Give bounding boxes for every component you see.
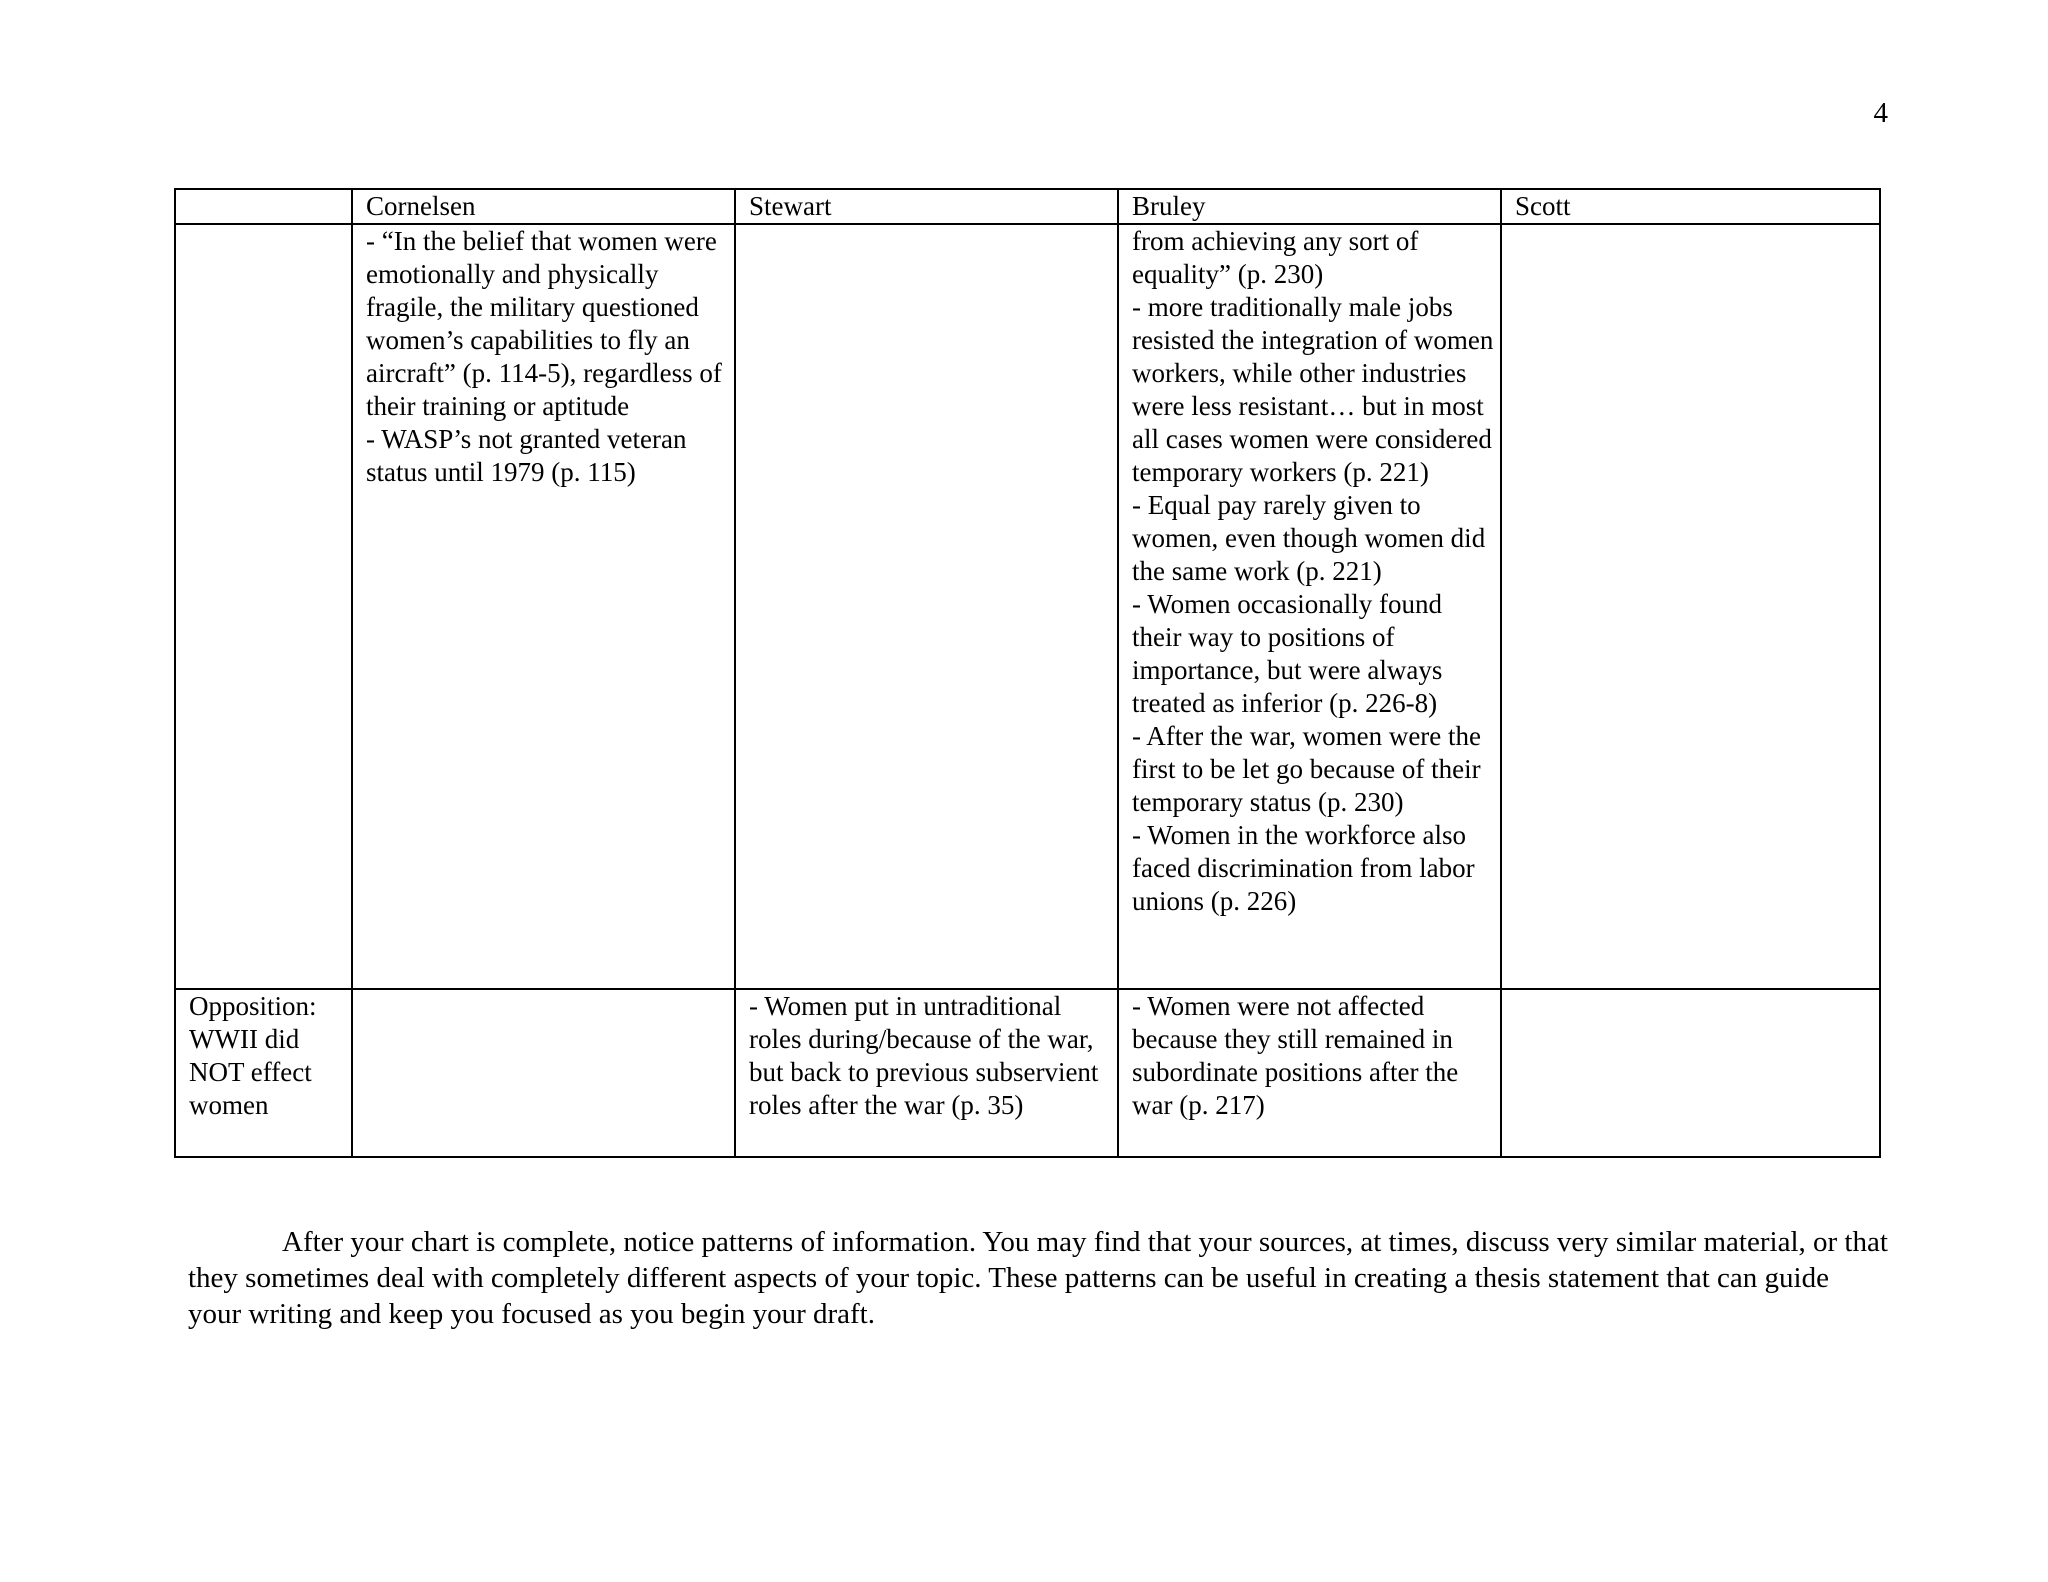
page-number: 4 <box>1873 97 1888 129</box>
header-stewart: Stewart <box>735 189 1118 224</box>
row-label-cell: Opposition: WWII did NOT effect women <box>175 989 352 1157</box>
cell-line: - more traditionally male jobs resisted the integration of women workers, while other industries were less resistant… but in most all cases women were considered temporary workers (p. 221) <box>1132 292 1494 487</box>
header-bruley: Bruley <box>1118 189 1501 224</box>
cell-line: - Women in the workforce also faced discrimination from labor unions (p. 226) <box>1132 820 1475 916</box>
stewart-cell <box>735 224 1118 989</box>
cell-line: from achieving any sort of equality” (p. 230) <box>1132 226 1419 289</box>
cell-line: - Equal pay rarely given to women, even though women did the same work (p. 221) <box>1132 490 1486 586</box>
scott-cell <box>1501 224 1880 989</box>
stewart-cell <box>735 989 1118 1157</box>
header-cornelsen: Cornelsen <box>352 189 735 224</box>
closing-paragraph: After your chart is complete, notice patterns of information. You may find that your sources, at times, discuss very similar material, or that they sometimes deal with completely different aspects of your topic. These patterns can be useful in creating a thesis statement that can guide your writing and keep you focused as you begin your draft. <box>188 1226 1888 1330</box>
table-row <box>175 989 1880 1157</box>
source-chart-table <box>174 188 1881 1158</box>
cell-line: - Women put in untraditional roles during/because of the war, but back to previous subservient roles after the war (p. 35) <box>749 991 1099 1120</box>
header-empty-cell <box>175 189 352 224</box>
cell-line: - After the war, women were the first to be let go because of their temporary status (p. 230) <box>1132 721 1482 817</box>
cornelsen-cell <box>352 989 735 1157</box>
table-row <box>175 224 1880 989</box>
bruley-cell <box>1118 224 1501 989</box>
header-scott: Scott <box>1501 189 1880 224</box>
cell-line: - “In the belief that women were emotionally and physically fragile, the military questioned women’s capabilities to fly an aircraft” (p. 114-5), regardless of their training or aptitude <box>366 226 722 421</box>
cell-line: - Women were not affected because they still remained in subordinate positions after the war (p. 217) <box>1132 991 1459 1120</box>
bruley-cell <box>1118 989 1501 1157</box>
table-header-row <box>175 189 1880 224</box>
row-label-cell <box>175 224 352 989</box>
scott-cell <box>1501 989 1880 1157</box>
cornelsen-cell <box>352 224 735 989</box>
cell-line: - Women occasionally found their way to positions of importance, but were always treated as inferior (p. 226-8) <box>1132 589 1443 718</box>
cell-line: - WASP’s not granted veteran status until 1979 (p. 115) <box>366 424 687 487</box>
